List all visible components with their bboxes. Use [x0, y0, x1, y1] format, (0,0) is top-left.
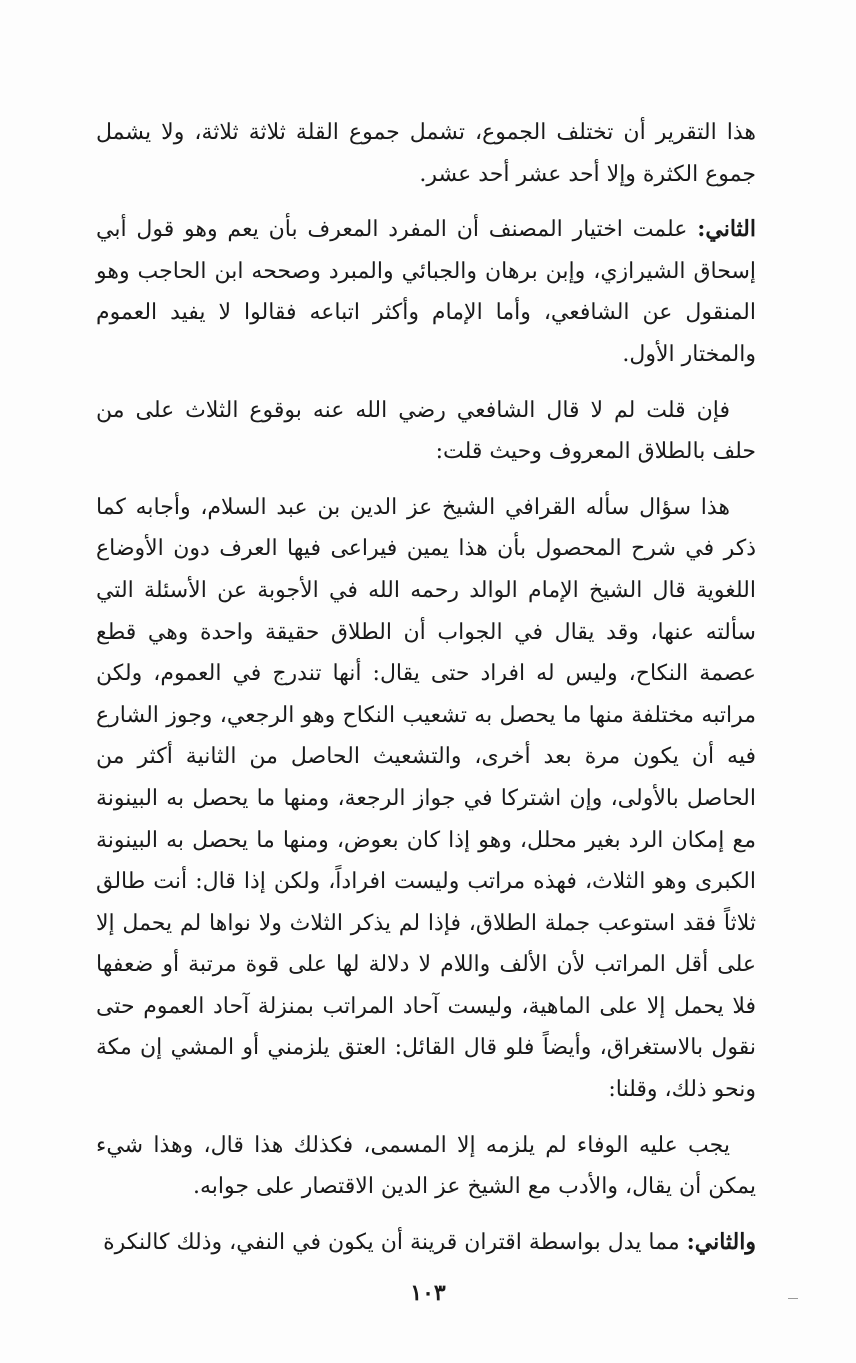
paragraph-5 — [96, 1125, 756, 1208]
page-number: ١٠٣ — [410, 1280, 446, 1306]
paragraph-2 — [96, 209, 756, 375]
paragraph-text: يجب عليه الوفاء لم يلزمه إلا المسمى، فكذلك هذا قال، وهذا شيء يمكن أن يقال، والأدب مع الشيخ عز الدين الاقتصار على جوابه. — [96, 1132, 756, 1200]
margin-mark — [788, 1298, 798, 1299]
paragraph-3 — [96, 390, 756, 473]
body-text — [96, 112, 756, 1263]
paragraph-text: فإن قلت لم لا قال الشافعي رضي الله عنه بوقوع الثلاث على من حلف بالطلاق المعروف وحيث قلت: — [96, 397, 756, 465]
paragraph-text: مما يدل بواسطة اقتران قرينة أن يكون في النفي، وذلك كالنكرة — [103, 1229, 687, 1255]
paragraph-4 — [96, 487, 756, 1111]
paragraph-lead: والثاني: — [686, 1228, 756, 1255]
paragraph-text: علمت اختيار المصنف أن المفرد المعرف بأن يعم وهو قول أبي إسحاق الشيرازي، وإبن برهان والجبائي والمبرد وصححه ابن الحاجب وهو المنقول عن الشافعي، وأما الإمام وأكثر اتباعه فقالوا لا يفيد العموم والمختار الأول. — [96, 217, 756, 367]
paragraph-6 — [96, 1222, 756, 1264]
paragraph-lead: الثاني: — [697, 216, 756, 243]
paragraph-text: هذا التقرير أن تختلف الجموع، تشمل جموع القلة ثلاثة ثلاثة، ولا يشمل جموع الكثرة وإلا أحد عشر أحد عشر. — [96, 120, 756, 187]
paragraph-text: هذا سؤال سأله القرافي الشيخ عز الدين بن عبد السلام، وأجابه كما ذكر في شرح المحصول بأن هذا يمين فيراعى فيها العرف دون الأوضاع اللغوية قال الشيخ الإمام الوالد رحمه الله في الأجوبة عن الأسئلة التي سألته عنها، وقد يقال في الجواب أن الطلاق حقيقة واحدة وهي قطع عصمة النكاح، وليس له افراد حتى يقال: أنها تندرج في العموم، ولكن مراتبه مختلفة منها ما يحصل به تشعيب النكاح وهو الرجعي، وجوز الشارع فيه أن يكون مرة بعد أخرى، والتشعيث الحاصل من الثانية أكثر من الحاصل بالأولى، وإن اشتركا في جواز الرجعة، ومنها ما يحصل به البينونة مع إمكان الرد بغير محلل، وهو إذا كان بعوض، ومنها ما يحصل به البينونة الكبرى وهو الثلاث، فهذه مراتب وليست افراداً، ولكن إذا قال: أنت طالق ثلاثاً فقد استوعب جملة الطلاق، فإذا لم يذكر الثلاث ولا نواها لم يحمل إلا على أقل المراتب لأن الألف واللام لا دلالة لها على قوة مرتبة أو ضعفها فلا يحمل إلا على الماهية، وليست آحاد المراتب بمنزلة آحاد العموم حتى نقول بالاستغراق، وأيضاً فلو قال القائل: العتق يلزمني أو المشي إن مكة ونحو ذلك، وقلنا: — [96, 494, 756, 1103]
paragraph-1 — [96, 112, 756, 195]
